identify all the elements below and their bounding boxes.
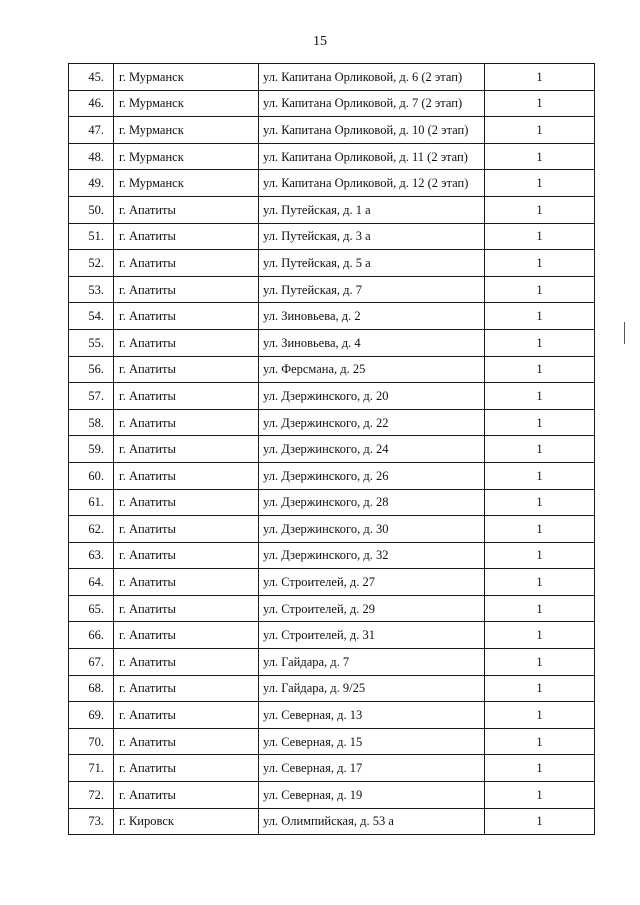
row-number-cell: 46.	[69, 90, 114, 117]
address-cell: ул. Капитана Орликовой, д. 12 (2 этап)	[259, 170, 485, 197]
quantity-cell: 1	[485, 489, 595, 516]
quantity-cell: 1	[485, 383, 595, 410]
quantity-cell: 1	[485, 170, 595, 197]
city-cell: г. Апатиты	[114, 223, 259, 250]
quantity-cell: 1	[485, 276, 595, 303]
row-number-cell: 62.	[69, 516, 114, 543]
address-cell: ул. Дзержинского, д. 22	[259, 409, 485, 436]
city-cell: г. Апатиты	[114, 196, 259, 223]
quantity-cell: 1	[485, 675, 595, 702]
row-number-cell: 58.	[69, 409, 114, 436]
table-row	[69, 808, 595, 835]
address-cell: ул. Гайдара, д. 7	[259, 649, 485, 676]
city-cell: г. Апатиты	[114, 276, 259, 303]
quantity-cell: 1	[485, 728, 595, 755]
quantity-cell: 1	[485, 409, 595, 436]
address-cell: ул. Дзержинского, д. 20	[259, 383, 485, 410]
address-cell: ул. Олимпийская, д. 53 а	[259, 808, 485, 835]
row-number-cell: 63.	[69, 542, 114, 569]
city-cell: г. Апатиты	[114, 516, 259, 543]
quantity-cell: 1	[485, 755, 595, 782]
table-row	[69, 489, 595, 516]
table-row	[69, 409, 595, 436]
table-row	[69, 383, 595, 410]
city-cell: г. Кировск	[114, 808, 259, 835]
table-row	[69, 542, 595, 569]
row-number-cell: 71.	[69, 755, 114, 782]
table-row	[69, 117, 595, 144]
address-table-body	[69, 64, 595, 835]
address-cell: ул. Строителей, д. 29	[259, 595, 485, 622]
table-row	[69, 90, 595, 117]
address-cell: ул. Путейская, д. 1 а	[259, 196, 485, 223]
table-row	[69, 675, 595, 702]
table-row	[69, 595, 595, 622]
quantity-cell: 1	[485, 702, 595, 729]
table-row	[69, 250, 595, 277]
row-number-cell: 53.	[69, 276, 114, 303]
row-number-cell: 57.	[69, 383, 114, 410]
row-number-cell: 52.	[69, 250, 114, 277]
address-cell: ул. Путейская, д. 7	[259, 276, 485, 303]
table-row	[69, 196, 595, 223]
quantity-cell: 1	[485, 196, 595, 223]
quantity-cell: 1	[485, 90, 595, 117]
city-cell: г. Апатиты	[114, 250, 259, 277]
quantity-cell: 1	[485, 436, 595, 463]
table-row	[69, 276, 595, 303]
address-cell: ул. Капитана Орликовой, д. 11 (2 этап)	[259, 143, 485, 170]
city-cell: г. Апатиты	[114, 728, 259, 755]
address-cell: ул. Путейская, д. 3 а	[259, 223, 485, 250]
address-cell: ул. Путейская, д. 5 а	[259, 250, 485, 277]
address-cell: ул. Северная, д. 19	[259, 782, 485, 809]
row-number-cell: 65.	[69, 595, 114, 622]
table-row	[69, 143, 595, 170]
quantity-cell: 1	[485, 356, 595, 383]
page-number: 15	[313, 34, 327, 49]
quantity-cell: 1	[485, 117, 595, 144]
row-number-cell: 54.	[69, 303, 114, 330]
row-number-cell: 67.	[69, 649, 114, 676]
row-number-cell: 47.	[69, 117, 114, 144]
address-table	[68, 63, 595, 835]
city-cell: г. Апатиты	[114, 622, 259, 649]
table-row	[69, 64, 595, 91]
table-row	[69, 649, 595, 676]
row-number-cell: 56.	[69, 356, 114, 383]
address-cell: ул. Капитана Орликовой, д. 6 (2 этап)	[259, 64, 485, 91]
table-row	[69, 516, 595, 543]
table-row	[69, 356, 595, 383]
scan-edge-mark	[624, 322, 625, 344]
address-cell: ул. Строителей, д. 27	[259, 569, 485, 596]
quantity-cell: 1	[485, 250, 595, 277]
address-cell: ул. Ферсмана, д. 25	[259, 356, 485, 383]
quantity-cell: 1	[485, 622, 595, 649]
address-cell: ул. Северная, д. 13	[259, 702, 485, 729]
row-number-cell: 50.	[69, 196, 114, 223]
table-row	[69, 462, 595, 489]
row-number-cell: 51.	[69, 223, 114, 250]
quantity-cell: 1	[485, 595, 595, 622]
address-cell: ул. Северная, д. 17	[259, 755, 485, 782]
address-cell: ул. Зиновьева, д. 4	[259, 329, 485, 356]
row-number-cell: 55.	[69, 329, 114, 356]
city-cell: г. Апатиты	[114, 489, 259, 516]
address-cell: ул. Строителей, д. 31	[259, 622, 485, 649]
row-number-cell: 49.	[69, 170, 114, 197]
quantity-cell: 1	[485, 303, 595, 330]
row-number-cell: 45.	[69, 64, 114, 91]
row-number-cell: 69.	[69, 702, 114, 729]
row-number-cell: 59.	[69, 436, 114, 463]
city-cell: г. Апатиты	[114, 356, 259, 383]
table-row	[69, 303, 595, 330]
table-row	[69, 782, 595, 809]
address-cell: ул. Дзержинского, д. 30	[259, 516, 485, 543]
table-row	[69, 728, 595, 755]
table-row	[69, 436, 595, 463]
row-number-cell: 48.	[69, 143, 114, 170]
city-cell: г. Апатиты	[114, 569, 259, 596]
address-cell: ул. Гайдара, д. 9/25	[259, 675, 485, 702]
city-cell: г. Апатиты	[114, 409, 259, 436]
address-cell: ул. Северная, д. 15	[259, 728, 485, 755]
row-number-cell: 60.	[69, 462, 114, 489]
table-row	[69, 170, 595, 197]
address-cell: ул. Дзержинского, д. 24	[259, 436, 485, 463]
city-cell: г. Апатиты	[114, 383, 259, 410]
quantity-cell: 1	[485, 649, 595, 676]
quantity-cell: 1	[485, 143, 595, 170]
city-cell: г. Апатиты	[114, 542, 259, 569]
address-cell: ул. Дзержинского, д. 26	[259, 462, 485, 489]
address-cell: ул. Капитана Орликовой, д. 7 (2 этап)	[259, 90, 485, 117]
table-row	[69, 223, 595, 250]
city-cell: г. Мурманск	[114, 117, 259, 144]
quantity-cell: 1	[485, 462, 595, 489]
table-row	[69, 622, 595, 649]
quantity-cell: 1	[485, 64, 595, 91]
table-row	[69, 755, 595, 782]
city-cell: г. Апатиты	[114, 755, 259, 782]
row-number-cell: 68.	[69, 675, 114, 702]
row-number-cell: 72.	[69, 782, 114, 809]
city-cell: г. Апатиты	[114, 303, 259, 330]
city-cell: г. Апатиты	[114, 649, 259, 676]
quantity-cell: 1	[485, 569, 595, 596]
table-row	[69, 702, 595, 729]
city-cell: г. Апатиты	[114, 702, 259, 729]
city-cell: г. Апатиты	[114, 329, 259, 356]
city-cell: г. Апатиты	[114, 675, 259, 702]
address-cell: ул. Дзержинского, д. 28	[259, 489, 485, 516]
city-cell: г. Апатиты	[114, 782, 259, 809]
city-cell: г. Апатиты	[114, 462, 259, 489]
quantity-cell: 1	[485, 782, 595, 809]
city-cell: г. Мурманск	[114, 170, 259, 197]
city-cell: г. Мурманск	[114, 64, 259, 91]
quantity-cell: 1	[485, 223, 595, 250]
row-number-cell: 73.	[69, 808, 114, 835]
address-cell: ул. Зиновьева, д. 2	[259, 303, 485, 330]
row-number-cell: 61.	[69, 489, 114, 516]
quantity-cell: 1	[485, 542, 595, 569]
quantity-cell: 1	[485, 516, 595, 543]
table-row	[69, 569, 595, 596]
address-cell: ул. Дзержинского, д. 32	[259, 542, 485, 569]
quantity-cell: 1	[485, 808, 595, 835]
quantity-cell: 1	[485, 329, 595, 356]
city-cell: г. Апатиты	[114, 595, 259, 622]
row-number-cell: 70.	[69, 728, 114, 755]
city-cell: г. Апатиты	[114, 436, 259, 463]
address-table-container	[68, 63, 594, 835]
table-row	[69, 329, 595, 356]
city-cell: г. Мурманск	[114, 90, 259, 117]
city-cell: г. Мурманск	[114, 143, 259, 170]
address-cell: ул. Капитана Орликовой, д. 10 (2 этап)	[259, 117, 485, 144]
row-number-cell: 66.	[69, 622, 114, 649]
row-number-cell: 64.	[69, 569, 114, 596]
